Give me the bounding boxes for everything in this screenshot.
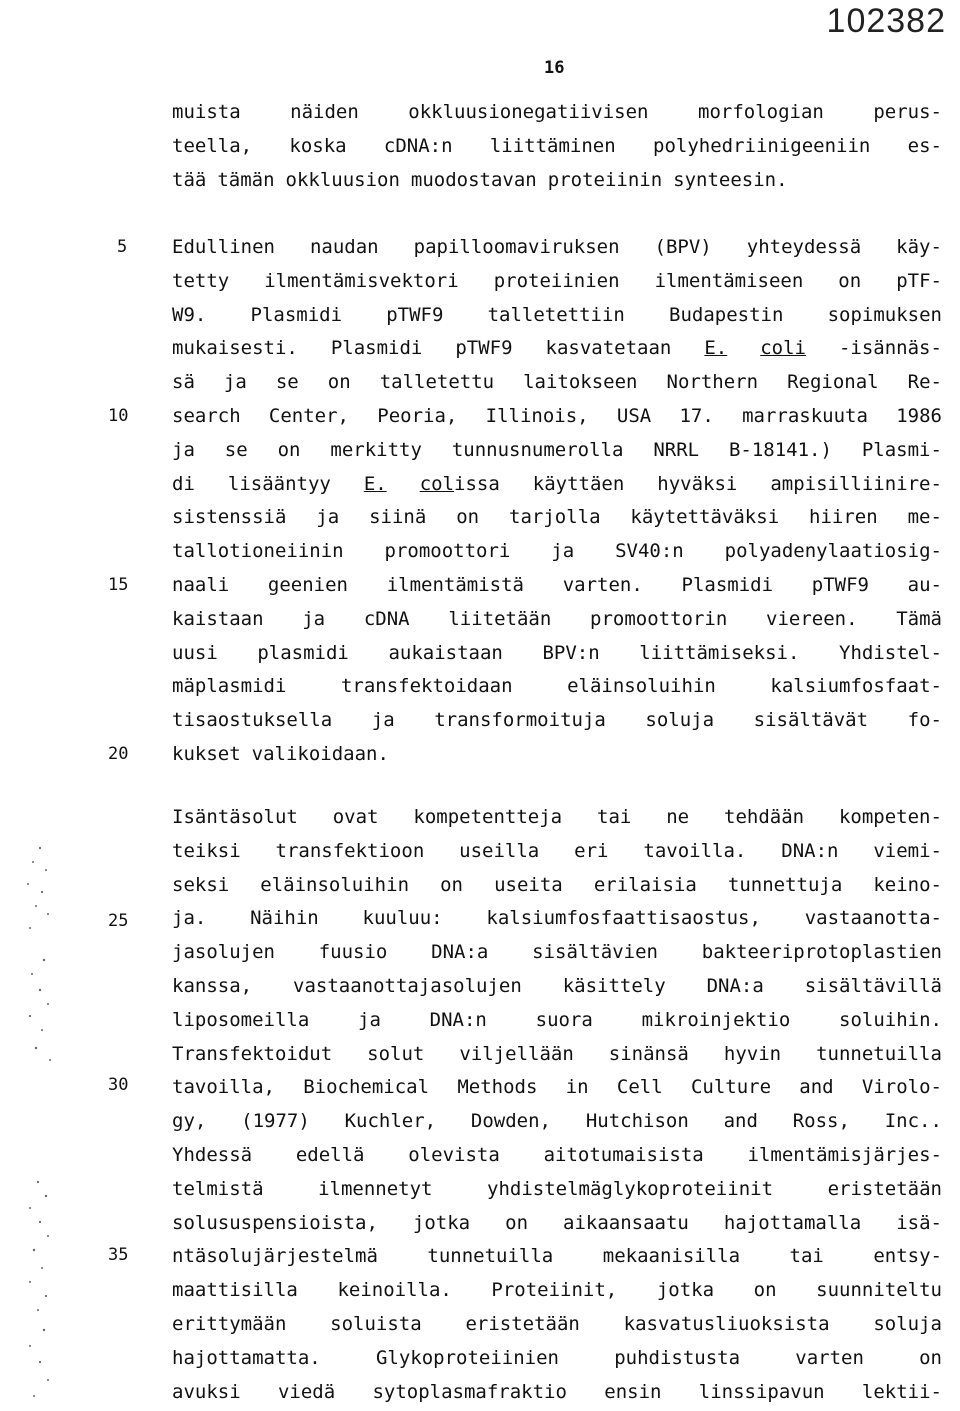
word: Plasmi-	[861, 438, 942, 461]
word: proteiinien	[493, 269, 620, 292]
word: tavoilla,	[172, 1076, 275, 1099]
text-line	[172, 401, 942, 431]
word: ensin	[604, 1380, 662, 1403]
word: Hutchison	[585, 1110, 689, 1133]
text-line	[172, 570, 942, 600]
word: entsy-	[873, 1245, 942, 1268]
word: B-18141.)	[728, 438, 832, 461]
word: lektii-	[861, 1380, 942, 1403]
word: ja	[172, 438, 195, 461]
word: liittämiseksi.	[639, 641, 800, 664]
word: ilmentämisvektori	[264, 269, 459, 292]
word: Regional	[787, 371, 879, 394]
word: on	[440, 873, 463, 896]
text-line	[172, 937, 942, 967]
text-line	[172, 1140, 942, 1170]
word: okkluusion	[285, 168, 400, 191]
word: teiksi	[172, 839, 241, 862]
word: kompetentteja	[413, 806, 563, 828]
word: eristetään	[465, 1313, 580, 1335]
text-line	[172, 97, 942, 127]
text-line	[172, 1377, 942, 1407]
word: sisältävillä	[804, 975, 942, 997]
word: Proteiinit,	[491, 1279, 618, 1302]
line-number: 15	[108, 575, 129, 595]
word: ilmennetyt	[318, 1177, 433, 1200]
word: on	[919, 1346, 942, 1369]
word: ja	[358, 1008, 381, 1031]
word: Plasmidi	[330, 337, 423, 360]
word: cDNA:n	[383, 134, 453, 157]
word: ja	[302, 607, 326, 630]
word: varten	[795, 1346, 864, 1369]
word: tarjolla	[509, 506, 601, 529]
text-line	[172, 604, 942, 634]
word: vastaanotta-	[804, 907, 942, 930]
word: coli	[760, 337, 806, 360]
word: puhdistusta	[614, 1346, 741, 1369]
word: sistenssiä	[172, 506, 287, 529]
word: mikroinjektio	[641, 1008, 791, 1031]
word: tallotioneiinin	[172, 540, 344, 563]
text-line	[172, 131, 942, 161]
word: Peoria,	[377, 405, 458, 427]
word: jasolujen	[172, 941, 275, 964]
word: DNA:n	[781, 839, 839, 862]
word: promoottorin	[590, 607, 728, 630]
word: gy,	[172, 1110, 207, 1133]
word: aikaansaatu	[563, 1211, 689, 1234]
word: laitokseen	[523, 371, 638, 394]
word: naudan	[309, 236, 379, 258]
word: hyväksi	[657, 472, 738, 495]
word: avuksi	[172, 1380, 241, 1403]
word: ntäsolujärjestelmä	[172, 1245, 378, 1268]
word: maattisilla	[172, 1279, 298, 1302]
word: solut	[367, 1042, 425, 1065]
page-number: 16	[544, 58, 565, 78]
word: sisältävien	[532, 941, 658, 964]
line-number: 35	[108, 1245, 129, 1265]
word: sytoplasmafraktio	[372, 1380, 567, 1403]
word: Virolo-	[861, 1076, 942, 1099]
word: vastaanottajasolujen	[293, 975, 522, 997]
word: ja	[316, 506, 340, 529]
text-line	[172, 266, 942, 296]
word: solususpensioista,	[172, 1211, 378, 1234]
word: eristetään	[827, 1177, 942, 1200]
word: SV40:n	[615, 540, 684, 563]
word: siinä	[369, 506, 427, 529]
text-line	[172, 671, 942, 701]
word: jotka	[656, 1279, 715, 1302]
word: edellä	[295, 1144, 365, 1166]
word: teella,	[172, 134, 253, 157]
word: tää	[172, 168, 207, 191]
word: liitetään	[448, 607, 552, 630]
word: naali	[172, 574, 230, 596]
text-line	[172, 435, 942, 465]
word: tunnetuilla	[427, 1245, 554, 1268]
text-line	[172, 1309, 942, 1339]
text-line	[172, 870, 942, 900]
word: polyhedriinigeeniin	[653, 134, 871, 157]
word: fuusio	[318, 941, 388, 964]
word: BPV:n	[542, 641, 600, 664]
word: soluihin.	[839, 1008, 942, 1031]
word: seksi	[172, 873, 230, 896]
document-number: 102382	[826, 2, 946, 40]
word: erittymään	[172, 1313, 287, 1335]
word: kukset	[172, 743, 241, 765]
word: talletettiin	[487, 303, 625, 326]
word: suora	[535, 1008, 593, 1031]
word: mukaisesti.	[172, 337, 298, 360]
word: -isännäs-	[838, 337, 942, 360]
word: (BPV)	[654, 236, 712, 258]
word: Plasmidi	[681, 574, 774, 596]
word: plasmidi	[257, 641, 349, 664]
word: transfektioon	[275, 839, 425, 862]
word: isä-	[896, 1211, 942, 1234]
word: hiiren	[809, 506, 878, 529]
word: Dowden,	[470, 1110, 551, 1133]
word: soluista	[330, 1313, 422, 1335]
word: E.	[704, 337, 728, 360]
word: fo-	[907, 709, 942, 732]
text-line	[172, 903, 942, 933]
word: linssipavun	[698, 1380, 825, 1403]
word: Culture	[690, 1076, 772, 1099]
text-line	[172, 739, 942, 769]
text-line	[172, 1241, 942, 1271]
word: ilmentämistä	[386, 574, 524, 596]
word: kaistaan	[172, 607, 264, 630]
word: okkluusionegatiivisen	[408, 101, 649, 123]
word: sisältävät	[753, 709, 869, 732]
word: au-	[907, 574, 942, 596]
word: me-	[907, 506, 942, 529]
word: Tämä	[896, 607, 942, 630]
text-line	[172, 536, 942, 566]
word: Glykoproteiinien	[375, 1346, 559, 1369]
word: liposomeilla	[172, 1008, 310, 1031]
word: ja	[223, 371, 247, 394]
word: suunniteltu	[816, 1279, 942, 1302]
text-line	[172, 367, 942, 397]
line-number: 30	[108, 1075, 129, 1095]
word: sä	[172, 371, 195, 394]
word: cDNA	[363, 607, 410, 630]
word: tunnetuilla	[816, 1042, 942, 1065]
text-line	[172, 802, 942, 832]
text-line	[172, 1005, 942, 1035]
word: Transfektoidut	[172, 1042, 333, 1065]
word: olevista	[408, 1144, 500, 1166]
word: lisääntyy	[227, 472, 331, 495]
word: tavoilla.	[643, 839, 747, 862]
word: mäplasmidi	[172, 675, 287, 698]
text-line	[172, 638, 942, 668]
word: ja	[551, 540, 575, 563]
text-line	[172, 469, 942, 499]
word: ilmentämiseen	[654, 269, 804, 292]
word: tetty	[172, 269, 230, 292]
word: talletettu	[379, 371, 495, 394]
word: ne	[666, 806, 690, 828]
word: käyttäen	[532, 472, 625, 495]
word: pTF-	[896, 269, 942, 292]
word: W9.	[172, 303, 207, 326]
word: kuuluu:	[362, 907, 443, 930]
word: Näihin	[250, 907, 319, 930]
word: käytettäväksi	[630, 506, 780, 529]
word: proteiinin	[547, 168, 663, 191]
word: muodostavan	[410, 168, 537, 191]
word: aukaistaan	[388, 641, 503, 664]
word: kalsiumfosfaat-	[770, 675, 942, 698]
word: viemi-	[873, 839, 942, 862]
text-line	[172, 1072, 942, 1102]
word: transfektoidaan	[340, 675, 513, 698]
word: Yhdistel-	[839, 641, 942, 664]
word: Illinois,	[485, 405, 589, 427]
word: colissa	[419, 472, 500, 495]
word: NRRL	[653, 438, 700, 461]
word: DNA:a	[706, 975, 764, 997]
word: pTWF9	[455, 337, 513, 360]
word: useilla	[459, 839, 540, 862]
text-line	[172, 502, 942, 532]
word: kalsiumfosfaattisaostus,	[486, 907, 761, 930]
word: search	[172, 405, 241, 427]
word: on	[456, 506, 480, 529]
word: Cell	[616, 1076, 663, 1099]
text-line	[172, 232, 942, 262]
word: Budapestin	[669, 303, 784, 326]
line-number: 10	[108, 406, 129, 426]
word: promoottori	[384, 540, 511, 563]
word: kasvatusliuoksista	[623, 1313, 830, 1335]
word: telmistä	[172, 1177, 264, 1200]
word: Methods	[457, 1076, 538, 1099]
word: koska	[289, 134, 347, 157]
word: eläinsoluihin	[260, 873, 410, 896]
word: USA	[616, 405, 652, 427]
word: pTWF9	[386, 303, 444, 326]
word: tai	[789, 1245, 824, 1268]
word: kasvatetaan	[545, 337, 672, 360]
word: morfologian	[698, 101, 824, 123]
text-line	[172, 1208, 942, 1238]
word: varten.	[562, 574, 643, 596]
word: muista	[172, 101, 241, 123]
word: on	[838, 269, 862, 292]
word: erilaisia	[593, 873, 697, 896]
word: käsittely	[562, 975, 666, 997]
text-line	[172, 300, 942, 330]
text-line	[172, 836, 942, 866]
word: jotka	[412, 1211, 471, 1234]
word: ilmentämisjärjes-	[747, 1144, 942, 1166]
text-line	[172, 165, 942, 195]
word: Ross,	[792, 1110, 850, 1133]
word: soluja	[645, 709, 715, 732]
text-line	[172, 333, 942, 363]
word: 17.	[679, 405, 714, 427]
word: perus-	[873, 101, 942, 123]
word: tunnusnumerolla	[451, 438, 624, 461]
word: papilloomaviruksen	[413, 236, 620, 258]
word: yhdistelmäglykoproteiinit	[487, 1177, 774, 1200]
word: marraskuuta	[742, 405, 868, 427]
word: se	[224, 438, 248, 461]
word: useita	[494, 873, 563, 896]
word: hyvin	[723, 1042, 782, 1065]
line-number: 5	[117, 237, 128, 257]
word: and	[723, 1110, 758, 1133]
word: DNA:a	[431, 941, 489, 964]
word: Re-	[907, 371, 942, 394]
word: tehdään	[724, 806, 805, 828]
word: mekaanisilla	[602, 1245, 741, 1268]
word: di	[172, 472, 195, 495]
word: tai	[597, 806, 632, 828]
word: näiden	[290, 101, 359, 123]
word: viedä	[277, 1380, 336, 1403]
text-line	[172, 1039, 942, 1069]
word: merkitty	[330, 438, 422, 461]
word: ampisilliinire-	[770, 472, 942, 495]
word: E.	[363, 472, 387, 495]
word: uusi	[172, 641, 218, 664]
word: aitotumaisista	[543, 1144, 704, 1166]
word: keino-	[873, 873, 942, 896]
word: viereen.	[766, 607, 858, 630]
text-line	[172, 1275, 942, 1305]
word: viljellään	[459, 1042, 574, 1065]
word: eläinsoluihin	[567, 675, 716, 698]
word: sopimuksen	[827, 303, 942, 326]
word: Plasmidi	[250, 303, 343, 326]
word: es-	[907, 134, 942, 157]
word: soluja	[873, 1313, 942, 1335]
word: pTWF9	[811, 574, 869, 596]
text-line	[172, 1343, 942, 1373]
word: on	[505, 1211, 529, 1234]
word: Isäntäsolut	[172, 806, 298, 828]
word: geenien	[267, 574, 348, 596]
word: DNA:n	[429, 1008, 487, 1031]
line-number: 20	[108, 744, 129, 764]
word: Biochemical	[303, 1076, 430, 1099]
word: on	[753, 1279, 777, 1302]
word: se	[275, 371, 299, 394]
word: eri	[574, 839, 609, 862]
word: polyadenylaatiosig-	[724, 540, 942, 563]
word: transformoituja	[434, 709, 606, 732]
word: tunnettuja	[727, 873, 843, 896]
word: ovat	[332, 806, 379, 828]
word: Northern	[666, 371, 759, 394]
word: Center,	[268, 405, 349, 427]
word: kanssa,	[172, 975, 253, 997]
word: liittäminen	[489, 134, 616, 157]
text-line	[172, 1174, 942, 1204]
word: ja	[371, 709, 395, 732]
text-line	[172, 971, 942, 1001]
word: sinänsä	[608, 1042, 689, 1065]
word: 1986	[896, 405, 942, 427]
word: kompeten-	[838, 806, 942, 828]
word: bakteeriprotoplastien	[701, 941, 942, 964]
word: keinoilla.	[337, 1279, 452, 1302]
word: Kuchler,	[344, 1110, 437, 1133]
scan-speckle-artifacts	[0, 810, 70, 1410]
text-line	[172, 705, 942, 735]
word: on	[327, 371, 351, 394]
word: tämän	[217, 168, 275, 191]
word: hajottamatta.	[172, 1346, 321, 1369]
word: yhteydessä	[746, 236, 862, 258]
word: Inc..	[884, 1110, 942, 1133]
text-line	[172, 1106, 942, 1136]
word: in	[565, 1076, 589, 1099]
word: ja.	[172, 907, 207, 930]
word: (1977)	[241, 1110, 310, 1133]
word: on	[277, 438, 301, 461]
line-number: 25	[108, 911, 129, 931]
word: käy-	[896, 236, 942, 258]
word: Edullinen	[172, 236, 275, 258]
word: valikoidaan.	[251, 743, 389, 765]
word: Yhdessä	[172, 1144, 253, 1166]
word: tisaostuksella	[172, 709, 333, 732]
word: and	[799, 1076, 834, 1099]
word: synteesin.	[673, 168, 788, 191]
word: hajottamalla	[723, 1211, 862, 1234]
